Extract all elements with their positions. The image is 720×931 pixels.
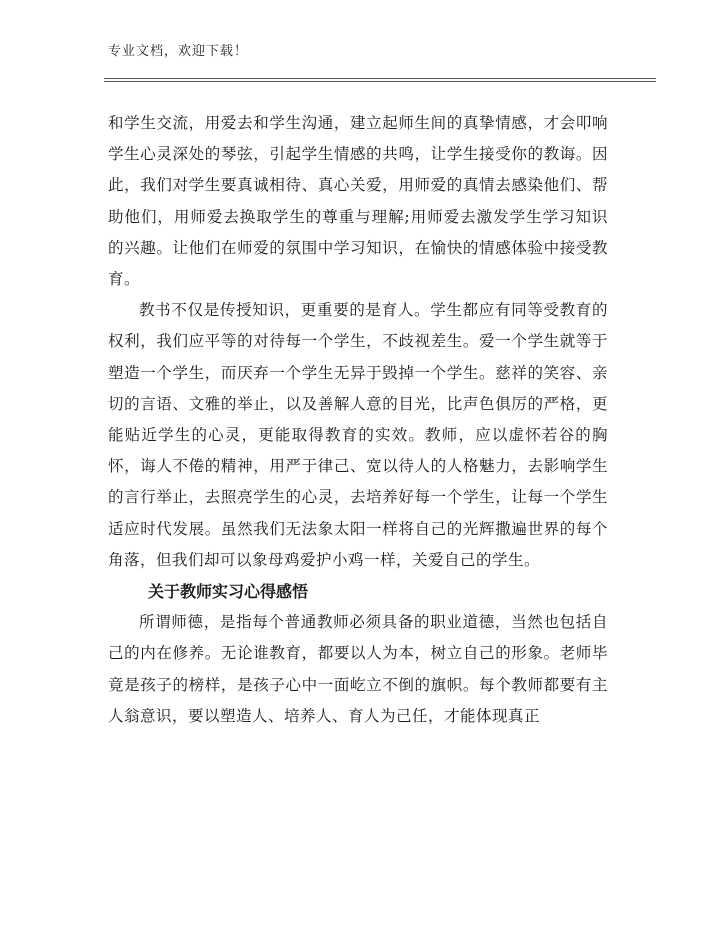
page-header: 专业文档，欢迎下载！ — [108, 44, 249, 59]
paragraph: 所谓师德，是指每个普通教师必须具备的职业道德，当然也包括自己的内在修养。无论谁教育，都要以人为本，树立自己的形象。老师毕竟是孩子的榜样，是孩子心中一面屹立不倒的旗帜。每个教师都要有主人翁意识，要以塑造人、培养人、育人为己任，才能体现真正 — [108, 613, 608, 725]
document-body — [108, 108, 608, 732]
header-divider — [104, 78, 656, 82]
paragraph: 和学生交流，用爱去和学生沟通，建立起师生间的真挚情感，才会叩响学生心灵深处的琴弦，引起学生情感的共鸣，让学生接受你的教诲。因此，我们对学生要真诚相待、真心关爱，用师爱的真情去感染他们、帮助他们，用师爱去换取学生的尊重与理解;用师爱去激发学生学习知识的兴趣。让他们在师爱的氛围中学习知识，在愉快的情感体验中接受教育。 — [108, 114, 608, 289]
section-title: 关于教师实习心得感悟 — [148, 582, 309, 602]
paragraph: 教书不仅是传授知识，更重要的是育人。学生都应有同等受教育的权利，我们应平等的对待每一个学生，不歧视差生。爱一个学生就等于塑造一个学生，而厌弃一个学生无异于毁掉一个学生。慈祥的笑容、亲切的言语、文雅的举止，以及善解人意的目光，比声色俱厉的严格，更能贴近学生的心灵，更能取得教育的实效。教师，应以虚怀若谷的胸怀，诲人不倦的精神，用严于律己、宽以待人的人格魅力，去影响学生的言行举止，去照亮学生的心灵，去培养好每一个学生，让每一个学生适应时代发展。虽然我们无法象太阳一样将自己的光辉撒遍世界的每个角落，但我们却可以象母鸡爱护小鸡一样，关爱自己的学生。 — [108, 301, 608, 569]
